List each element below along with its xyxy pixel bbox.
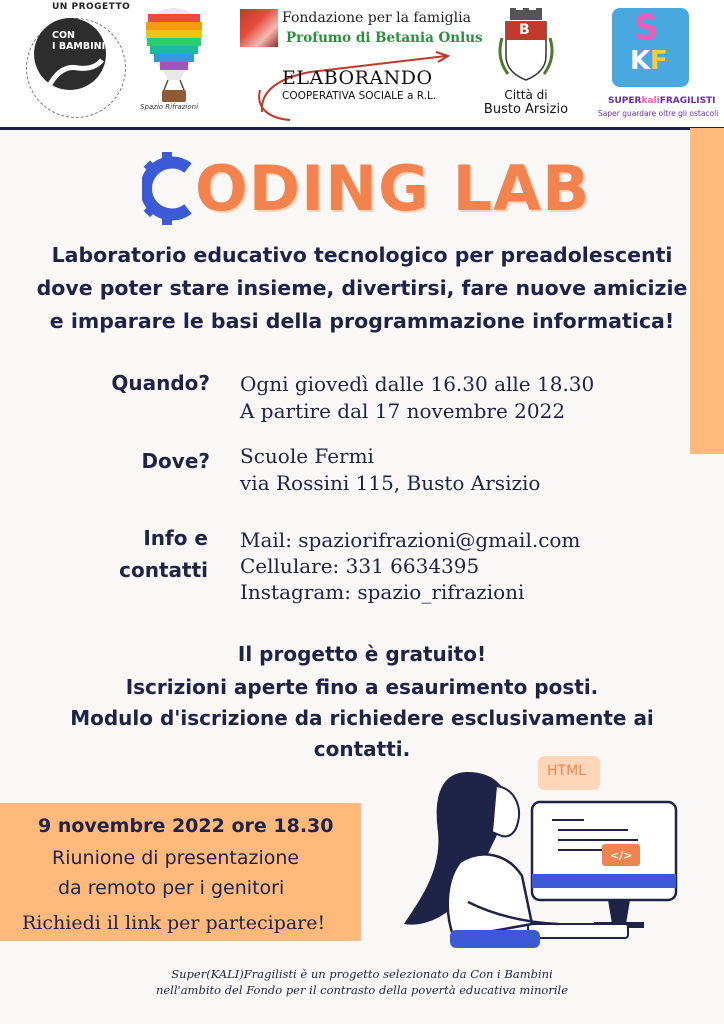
crest-letter: B (519, 22, 530, 38)
when-line-1: Ogni giovedì dalle 16.30 alle 18.30 (240, 372, 595, 396)
event-cta[interactable]: Richiedi il link per partecipare! (22, 912, 326, 934)
con-i-bambini-name (52, 30, 105, 52)
spazio-rifrazioni-caption: Spazio Rifrazioni (140, 103, 199, 111)
intro-line-3: e imparare le basi della programmazione informatica! (49, 309, 675, 333)
info-label-line2: contatti (119, 558, 208, 582)
note-free: Il progetto è gratuito! (237, 642, 487, 666)
where-label: Dove? (141, 449, 210, 473)
skf-name-super: SUPER (608, 96, 642, 106)
info-label-line1: Info e (143, 526, 208, 550)
busto-arsizio-crest-icon (496, 8, 556, 88)
intro-line-1: Laboratorio educativo tecnologico per preadolescenti (51, 243, 673, 267)
gear-icon (142, 152, 194, 225)
html-tag-label: HTML (547, 763, 586, 779)
fondazione-painting-logo (240, 9, 278, 47)
citta-line1: Città di (504, 88, 548, 102)
footer-line-2: nell'ambito del Fondo per il contrasto della povertà educativa minorile (155, 983, 569, 997)
logo-header (0, 0, 724, 127)
where-line-2: via Rossini 115, Busto Arsizio (240, 471, 541, 495)
superkalifragilisti-subtitle: Saper guardare oltre gli ostacoli (598, 109, 719, 118)
note-module-line1: Modulo d'iscrizione da richiedere esclusivamente ai (70, 706, 654, 730)
code-tag-label: </> (610, 849, 633, 862)
skf-logo-s: S (634, 8, 659, 48)
when-line-2: A partire dal 17 novembre 2022 (240, 399, 566, 423)
elaborando-name: ELABORANDO (282, 67, 433, 89)
citta-line2: Busto Arsizio (483, 102, 569, 117)
page-title: ODING LAB (195, 152, 591, 225)
contact-instagram[interactable]: Instagram: spazio_rifrazioni (240, 580, 525, 604)
con-i-bambini-name-line2: I BAMBINI (52, 41, 106, 52)
intro-line-2: dove poter stare insieme, divertirsi, fare nuove amicizie (36, 276, 688, 300)
event-line-1: Riunione di presentazione (52, 847, 300, 869)
contact-phone[interactable]: Cellulare: 331 6634395 (240, 554, 480, 578)
contact-mail[interactable]: Mail: spaziorifrazioni@gmail.com (240, 528, 581, 552)
header-divider (0, 127, 724, 130)
event-line-2: da remoto per i genitori (58, 877, 285, 899)
skf-logo-f: F (650, 46, 668, 76)
fondazione-name-line1: Fondazione per la famiglia (282, 10, 471, 26)
skf-name-rest: FRAGILISTI (659, 96, 716, 106)
note-module-line2: contatti. (313, 737, 411, 761)
footer-line-1: Super(KALI)Fragilisti è un progetto selezionato da Con i Bambini (171, 967, 553, 981)
where-line-1: Scuole Fermi (240, 444, 374, 468)
fondazione-name-line2: Profumo di Betania Onlus (286, 30, 483, 46)
superkalifragilisti-name (608, 96, 716, 106)
event-date: 9 novembre 2022 ore 18.30 (38, 815, 334, 837)
running-child-icon (38, 54, 108, 94)
when-label: Quando? (111, 371, 210, 395)
con-i-bambini-name-line1: CON (52, 30, 75, 41)
girl-at-computer-illustration (398, 752, 698, 950)
skf-name-kali: kali (641, 96, 660, 106)
note-registrations: Iscrizioni aperte fino a esaurimento posti. (125, 675, 599, 699)
skf-logo-k: K (630, 46, 651, 76)
con-i-bambini-top-text: UN PROGETTO (52, 2, 131, 12)
elaborando-subtitle: COOPERATIVA SOCIALE a R.L. (282, 90, 437, 102)
